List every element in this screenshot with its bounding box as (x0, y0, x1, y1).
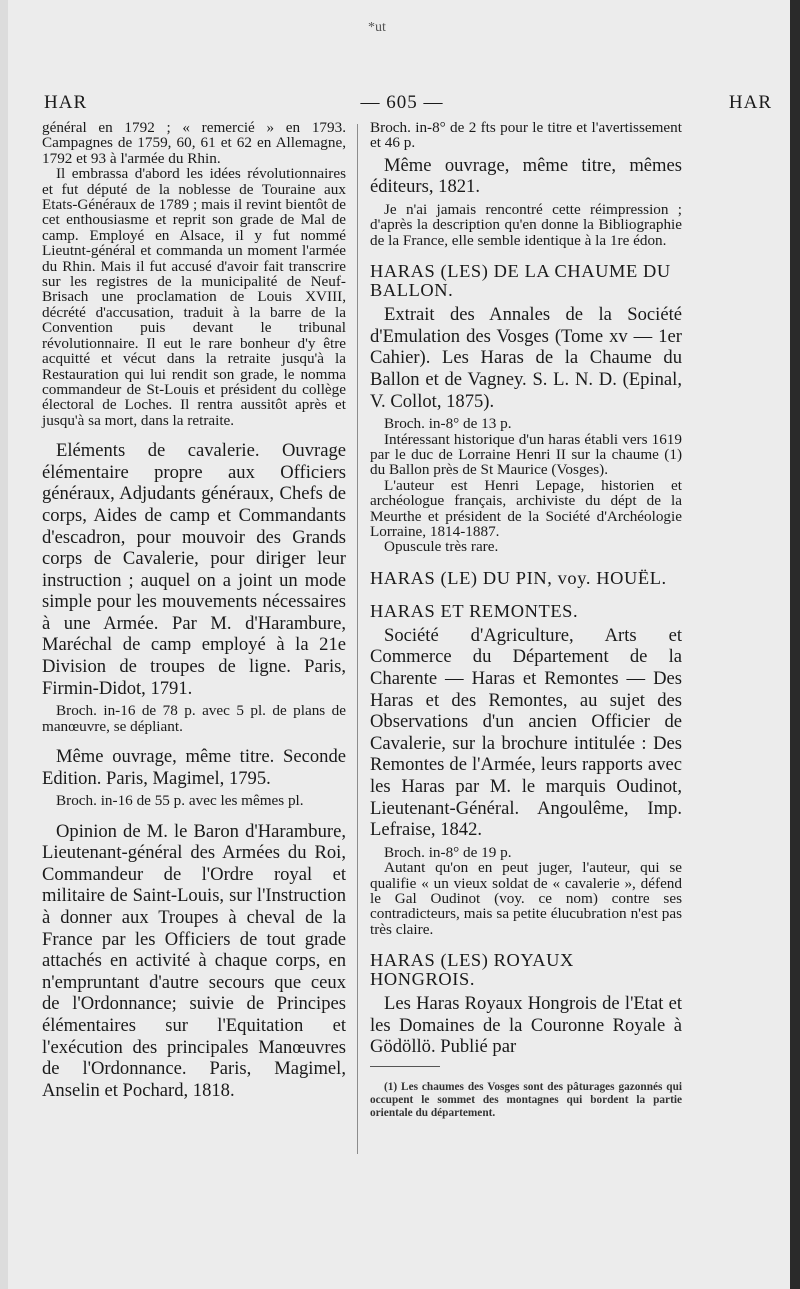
bio-paragraph-1: général en 1792 ; « remercié » en 1793. Campagnes de 1759, 60, 61 et 62 en Allemagne, 1792 et 93 à l'armée du Rhin. (42, 119, 346, 167)
heading-haras-royaux-hongrois: HARAS (LES) ROYAUX HONGROIS. (370, 950, 574, 990)
entry-societe-agriculture: Société d'Agriculture, Arts et Commerce du Département de la Charente — Haras et Remontes — Des Haras et des Remontes, au sujet des Observations d'un ancien Officier de Cavalerie, sur la brochure intitulée : Des Remontes de l'Armée, leurs rapports avec les Haras par M. le marquis Oudinot, Lieutenant-Général. Angoulême, Imp. Lefraise, 1842. (370, 624, 682, 841)
entry-meme-ouvrage-1821: Même ouvrage, même titre, mêmes éditeurs, 1821. (370, 154, 682, 198)
footnote: (1) Les chaumes des Vosges sont des pâturages gazonnés qui occupent le sommet des montagnes qui bordent la partie orientale du département. (370, 1081, 682, 1120)
entry-meme-ouvrage-1795: Même ouvrage, même titre. Seconde Edition. Paris, Magimel, 1795. (42, 746, 346, 789)
heading-haras-du-pin: HARAS (LE) DU PIN, voy. HOUËL. (370, 567, 667, 588)
left-column (42, 120, 346, 1101)
footnote-separator (370, 1066, 440, 1067)
heading-haras-chaume-ballon: HARAS (LES) DE LA CHAUME DU BALLON. (370, 261, 671, 301)
entry-note-rare: Opuscule très rare. (384, 538, 499, 556)
entry-note-oudinot: Autant qu'on en peut juger, l'auteur, qui se qualifie « un vieux soldat de « cavalerie », défend le Gal Oudinot (voy. ce nom) contre ses contradicteurs, mais sa petite élucubration n'est pas très claire. (370, 859, 682, 938)
entry-haras-royaux-hongrois: Les Haras Royaux Hongrois de l'Etat et les Domaines de la Couronne Royale à Gödöllö. Publié par (370, 993, 682, 1058)
entry-elements-cavalerie: Eléments de cavalerie. Ouvrage élémentaire propre aux Officiers généraux, Adjudants généraux, Chefs de corps, Aides de camp et Commandants d'escadron, pour mouvoir des Grands corps de Cavalerie, pour diriger leur instruction ; auquel on a joint un mode simple pour les mouvements nécessaires à une Armée. Par M. d'Harambure, Maréchal de camp employé à la 21e Division de troupes de ligne. Paris, Firmin-Didot, 1791. (42, 440, 346, 699)
running-header-left: HAR (44, 92, 88, 113)
entry-note-broch-4: Broch. in-8° de 13 p. (384, 415, 512, 433)
entry-note-broch-2: Broch. in-16 de 55 p. avec les mêmes pl. (56, 792, 304, 810)
entry-opinion-harambure: Opinion de M. le Baron d'Harambure, Lieutenant-général des Armées du Roi, Commandeur de l'Ordre royal et militaire de Saint-Louis, sur l'Instruction à donner aux Troupes à cheval de la France par les Officiers de tout grade attachés en activité à chaque corps, en n'empruntant d'autre secours que ceux de l'Ordonnance; suivie de Principes élémentaires sur l'Equitation et l'exécution des principales Manœuvres de l'Ordonnance. Paris, Magimel, Anselin et Pochard, 1818. (42, 820, 346, 1101)
running-header-right: HAR (728, 92, 772, 113)
heading-haras-remontes: HARAS ET REMONTES. (370, 600, 579, 621)
right-column (370, 120, 682, 1121)
page-edge-shadow (790, 0, 800, 1289)
page-number: — 605 — (360, 92, 444, 113)
entry-note-historique: Intéressant historique d'un haras établi vers 1619 par le duc de Lorraine Henri II sur la chaume (1) du Ballon près de St Maurice (Vosges). (370, 430, 682, 479)
entry-extrait-annales: Extrait des Annales de la Société d'Emulation des Vosges (Tome xv — 1er Cahier). Les Haras de la Chaume du Ballon et de Vagney. S. L. N. D. (Epinal, V. Collot, 1875). (370, 304, 682, 412)
column-rule (357, 124, 358, 1154)
entry-note-reimpression: Je n'ai jamais rencontré cette réimpression ; d'après la description qu'en donne la Bibliographie de la France, elle semble identique à la 1re édon. (370, 201, 682, 249)
entry-note-broch-1: Broch. in-16 de 78 p. avec 5 pl. de plans de manœuvre, se dépliant. (42, 702, 346, 735)
entry-note-broch-5: Broch. in-8° de 19 p. (384, 843, 512, 861)
entry-note-auteur-lepage: L'auteur est Henri Lepage, historien et archéologue français, archiviste du dépt de la Meurthe et président de la Société d'Archéologie Lorraine, 1814-1887. (370, 476, 682, 541)
library-stamp: *ut (368, 20, 386, 35)
entry-note-broch-3: Broch. in-8° de 2 fts pour le titre et l'avertissement et 46 p. (370, 119, 682, 152)
bio-paragraph-2: Il embrassa d'abord les idées révolutionnaires et fut député de la noblesse de Touraine aux Etats-Généraux de 1789 ; mais il revint bientôt de cet enthousiasme et reprit son grade de Mal de camp. Employé en Alsace, il y fut nommé Lieutnt-général et commanda un moment l'armée du Rhin. Mais il fut accusé d'avoir fait transcrire sur les registres de la municipalité de Neuf-Brisach une proclamation de Louis XVIII, décrété d'accusation, traduit à la barre de la Convention puis devant le tribunal révolutionnaire. Il eut le rare bonheur d'y être acquitté et vécut dans la retraite jusqu'à la Restauration qui lui rendit son grade, le nomma commandeur de St-Louis et président du collège électoral de Loches. Il rentra aussitôt après et jusqu'à sa mort, dans la retraite. (42, 165, 346, 429)
